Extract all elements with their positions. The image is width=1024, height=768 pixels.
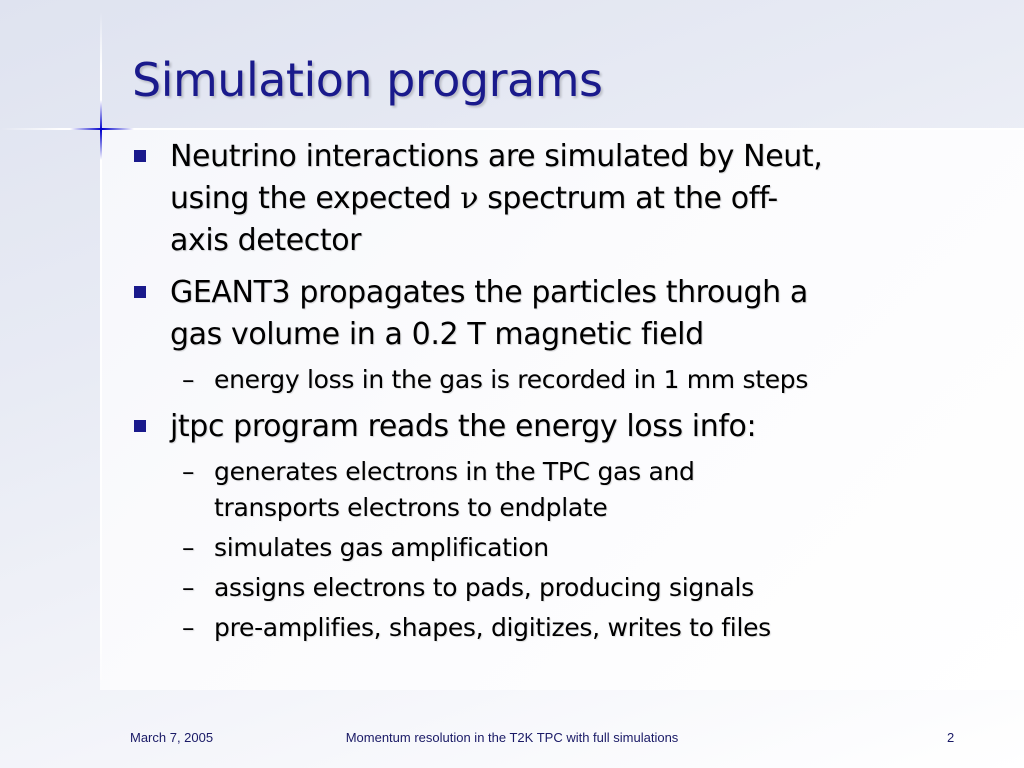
crosshair-vertical-accent <box>100 100 102 160</box>
dash-marker: – <box>182 365 195 394</box>
sub-bullet-item <box>132 570 962 606</box>
footer-title: Momentum resolution in the T2K TPC with full simulations <box>345 730 679 745</box>
bullet-line: Neutrino interactions are simulated by Neut, <box>170 139 823 174</box>
sub-bullet-item <box>132 610 962 646</box>
sub-bullet-line: generates electrons in the TPC gas and <box>214 457 695 486</box>
horizontal-divider <box>0 128 1024 130</box>
footer-date: March 7, 2005 <box>130 730 214 745</box>
sub-bullet-item <box>132 362 962 398</box>
sub-bullet-line: energy loss in the gas is recorded in 1 mm steps <box>214 365 809 394</box>
slide-number: 2 <box>947 730 955 745</box>
bullet-line: gas volume in a 0.2 T magnetic field <box>170 317 704 352</box>
bullet-item-3 <box>132 406 962 448</box>
slide-title: Simulation programs <box>132 53 603 107</box>
bullet-text: using the expected <box>170 181 461 216</box>
nu-symbol: ν <box>460 181 479 216</box>
sub-bullet-item <box>132 530 962 566</box>
sub-bullet-item <box>132 454 962 526</box>
sub-bullet-line: assigns electrons to pads, producing signals <box>214 573 754 602</box>
bullet-line: axis detector <box>170 223 362 258</box>
bullet-text: spectrum at the off- <box>478 181 778 216</box>
square-bullet-icon <box>134 420 146 432</box>
sub-bullet-line: transports electrons to endplate <box>214 493 608 522</box>
square-bullet-icon <box>134 286 146 298</box>
slide-body <box>132 136 962 654</box>
bullet-item-2 <box>132 272 962 356</box>
bullet-line: jtpc program reads the energy loss info: <box>170 409 757 444</box>
dash-marker: – <box>182 533 195 562</box>
bullet-line: GEANT3 propagates the particles through a <box>170 275 808 310</box>
dash-marker: – <box>182 573 195 602</box>
crosshair-horizontal-accent <box>70 128 134 130</box>
square-bullet-icon <box>134 150 146 162</box>
bullet-item-1 <box>132 136 962 262</box>
sub-bullet-line: simulates gas amplification <box>214 533 549 562</box>
dash-marker: – <box>182 457 195 486</box>
dash-marker: – <box>182 613 195 642</box>
sub-bullet-line: pre-amplifies, shapes, digitizes, writes to files <box>214 613 771 642</box>
bullet-line <box>170 178 962 220</box>
